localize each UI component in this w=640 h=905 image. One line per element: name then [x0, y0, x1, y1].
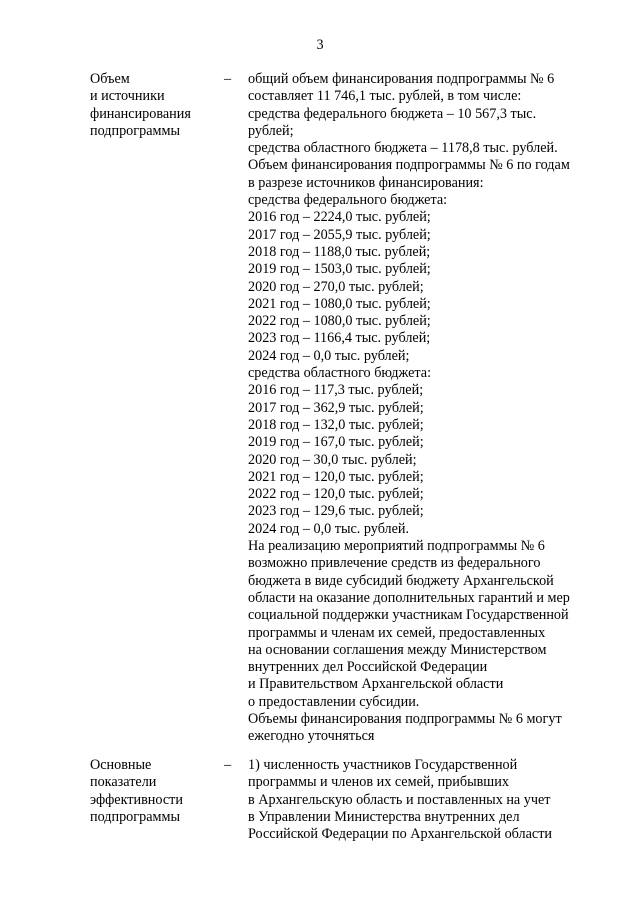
- value-line: бюджета в виде субсидий бюджету Архангельской: [248, 572, 554, 589]
- value-line: 2022 год – 120,0 тыс. рублей;: [248, 486, 424, 503]
- value-line: 2023 год – 1166,4 тыс. рублей;: [248, 330, 431, 347]
- value-line: 1) численность участников Государственной: [248, 757, 518, 773]
- value-line: в Архангельскую область и поставленных на учет: [248, 791, 551, 808]
- value-line: программы и членов их семей, прибывших: [248, 774, 509, 791]
- value-line: составляет 11 746,1 тыс. рублей, в том числе:: [248, 88, 522, 105]
- value-line: возможно привлечение средств из федерального: [248, 555, 541, 572]
- value-line: 2020 год – 270,0 тыс. рублей;: [248, 278, 424, 295]
- value-line: социальной поддержки участникам Государственной: [248, 607, 569, 624]
- value-line: о предоставлении субсидии.: [248, 693, 420, 710]
- value-line: Объемы финансирования подпрограммы № 6 могут: [248, 710, 562, 727]
- value-line: программы и членам их семей, предоставленных: [248, 624, 546, 641]
- financing-value: [248, 71, 628, 746]
- label-line: подпрограммы: [90, 808, 180, 825]
- value-line: 2016 год – 117,3 тыс. рублей;: [248, 382, 424, 399]
- label-line: эффективности: [90, 791, 183, 808]
- value-line: На реализацию мероприятий подпрограммы № 6: [248, 538, 545, 555]
- value-line: средства областного бюджета:: [248, 365, 432, 382]
- value-line: 2017 год – 2055,9 тыс. рублей;: [248, 226, 431, 243]
- value-line: внутренних дел Российской Федерации: [248, 659, 488, 676]
- label-line: Основные: [90, 757, 152, 773]
- value-line: и Правительством Архангельской области: [248, 676, 504, 693]
- value-line: 2018 год – 1188,0 тыс. рублей;: [248, 243, 431, 260]
- value-line: Российской Федерации по Архангельской области: [248, 826, 552, 843]
- value-line: 2019 год – 167,0 тыс. рублей;: [248, 434, 424, 451]
- value-line: 2022 год – 1080,0 тыс. рублей;: [248, 313, 431, 330]
- label-line: и источники: [90, 88, 165, 105]
- indicators-value: [248, 757, 628, 843]
- value-line: средства областного бюджета – 1178,8 тыс. рублей.: [248, 140, 558, 157]
- financing-label: [90, 71, 215, 140]
- value-line: 2023 год – 129,6 тыс. рублей;: [248, 503, 424, 520]
- label-line: финансирования: [90, 105, 191, 122]
- label-line: показатели: [90, 774, 157, 791]
- value-line: средства федерального бюджета – 10 567,3 тыс.: [248, 105, 537, 122]
- value-line: средства федерального бюджета:: [248, 192, 448, 209]
- value-line: 2020 год – 30,0 тыс. рублей;: [248, 451, 417, 468]
- value-line: 2016 год – 2224,0 тыс. рублей;: [248, 209, 431, 226]
- value-line: рублей;: [248, 122, 294, 139]
- value-line: 2021 год – 120,0 тыс. рублей;: [248, 468, 424, 485]
- value-line: общий объем финансирования подпрограммы № 6: [248, 71, 555, 87]
- value-line: 2024 год – 0,0 тыс. рублей;: [248, 347, 410, 364]
- separator-dash: –: [224, 757, 232, 773]
- value-line: 2018 год – 132,0 тыс. рублей;: [248, 416, 424, 433]
- label-line: подпрограммы: [90, 122, 180, 139]
- page-number: 3: [316, 37, 324, 53]
- value-line: 2019 год – 1503,0 тыс. рублей;: [248, 261, 431, 278]
- value-line: Объем финансирования подпрограммы № 6 по годам: [248, 157, 570, 174]
- value-line: 2021 год – 1080,0 тыс. рублей;: [248, 295, 431, 312]
- value-line: 2017 год – 362,9 тыс. рублей;: [248, 399, 424, 416]
- label-line: Объем: [90, 71, 130, 87]
- indicators-label: [90, 757, 215, 826]
- value-line: на основании соглашения между Министерством: [248, 641, 547, 658]
- value-line: 2024 год – 0,0 тыс. рублей.: [248, 520, 410, 537]
- value-line: в Управлении Министерства внутренних дел: [248, 808, 520, 825]
- value-line: ежегодно уточняться: [248, 728, 375, 745]
- value-line: области на оказание дополнительных гарантий и мер: [248, 589, 570, 606]
- value-line: в разрезе источников финансирования:: [248, 174, 484, 191]
- separator-dash: –: [224, 71, 232, 87]
